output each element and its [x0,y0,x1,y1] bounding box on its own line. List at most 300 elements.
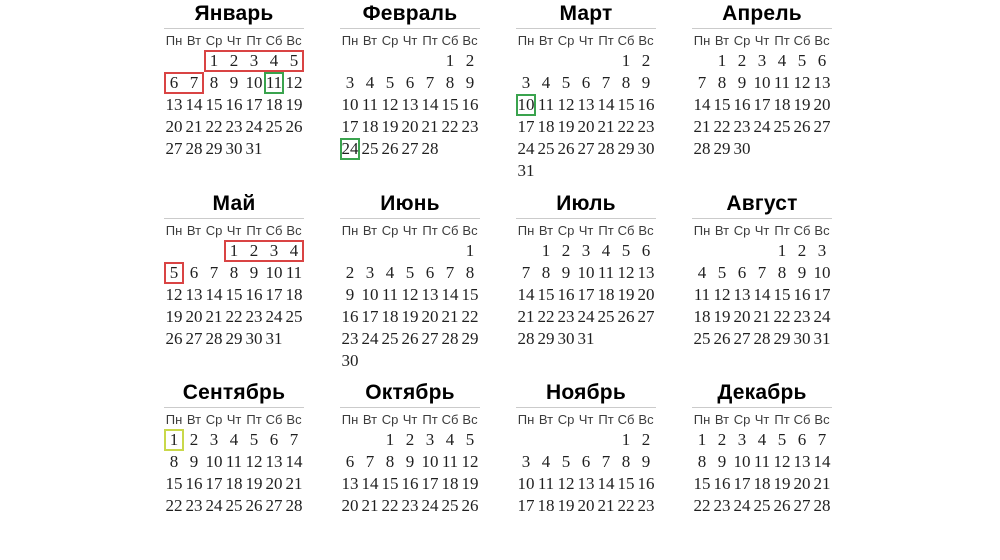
weekday-label-3: Чт [226,222,242,238]
day-cell [692,50,712,72]
week-row [164,473,304,495]
day-cell: 28 [813,496,831,515]
day-cell: 10 [361,284,379,304]
day-cell: 17 [753,95,771,114]
day-cell: 25 [597,306,615,326]
day-cell: 28 [753,328,771,348]
week-row [164,284,304,306]
day-cell: 7 [425,73,435,92]
day-cell: 11 [537,474,555,493]
day-cell: 27 [185,328,203,348]
day-cell [516,240,536,262]
day-cell [516,50,536,72]
week-row [340,473,480,495]
day-cell: 30 [225,139,243,158]
day-cell: 24 [205,496,223,515]
day-cell: 16 [341,306,359,326]
day-cell: 20 [793,474,811,493]
day-cell: 14 [285,452,303,471]
weekday-label-0: Пн [341,33,359,48]
day-cell: 13 [265,452,283,471]
day-cell: 26 [165,328,183,348]
weekday-label-0: Пн [341,222,359,238]
day-cell: 5 [561,73,571,92]
day-cell: 28 [185,139,203,158]
week-row [164,50,304,72]
day-cell: 26 [401,328,419,348]
day-cell: 19 [285,95,303,114]
day-cell: 24 [517,139,535,158]
day-cell: 12 [793,73,811,92]
week-row [516,50,656,72]
weekday-label-6: Вс [286,33,302,48]
day-cell: 21 [441,306,459,326]
week-row [164,262,304,284]
weekday-label-1: Вт [714,412,730,427]
day-cell: 17 [421,474,439,493]
day-cell: 2 [229,51,239,70]
day-cell: 15 [205,95,223,114]
day-cell: 13 [341,474,359,493]
day-cell: 21 [285,474,303,493]
day-cell: 15 [441,95,459,114]
day-cell: 3 [345,73,355,92]
weekday-label-2: Ср [205,412,223,427]
day-cell [792,138,812,160]
day-cell: 6 [345,452,355,471]
day-cell: 14 [421,95,439,114]
day-cell: 24 [265,306,283,326]
day-cell: 2 [737,51,747,70]
day-cell: 12 [713,284,731,304]
day-cell: 21 [421,117,439,136]
day-cell: 28 [421,139,439,158]
day-cell: 27 [165,139,183,158]
day-cell: 23 [637,117,655,136]
day-cell [752,138,772,160]
day-cell: 19 [557,496,575,515]
day-cell: 27 [401,139,419,158]
week-row [692,138,832,160]
day-cell: 19 [713,306,731,326]
day-cell [596,328,616,350]
day-cell: 12 [773,452,791,471]
day-cell: 18 [225,474,243,493]
day-cell: 23 [401,496,419,515]
week-row [516,429,656,451]
day-cell: 10 [421,452,439,471]
weekday-label-1: Вт [714,222,730,238]
weekday-label-1: Вт [714,33,730,48]
day-cell: 4 [697,262,707,282]
day-cell: 7 [757,262,767,282]
day-cell: 10 [813,262,831,282]
day-cell: 18 [753,474,771,493]
day-cell: 8 [229,262,239,282]
day-cell: 11 [381,284,399,304]
day-cell: 12 [245,452,263,471]
week-row [692,240,832,262]
day-cell: 17 [205,474,223,493]
weekday-label-6: Вс [286,222,302,238]
week-row [692,429,832,451]
week-row [164,429,304,451]
day-cell: 25 [285,306,303,326]
day-cell: 9 [641,452,651,471]
day-cell: 3 [209,430,219,449]
day-cell: 26 [773,496,791,515]
day-cell: 14 [753,284,771,304]
day-cell [692,240,712,262]
day-cell: 10 [517,95,535,114]
day-cell: 5 [385,73,395,92]
weekday-label-2: Ср [733,33,751,48]
day-cell: 29 [537,328,555,348]
day-cell: 11 [753,452,771,471]
day-cell: 11 [597,262,615,282]
month-april [692,2,832,181]
day-cell: 3 [521,73,531,92]
day-cell: 29 [205,139,223,158]
week-row [340,116,480,138]
day-cell: 17 [577,284,595,304]
day-cell: 20 [637,284,655,304]
weekday-label-5: Сб [265,33,283,48]
day-cell: 23 [637,496,655,515]
weekday-label-2: Ср [557,33,575,48]
day-cell [440,240,460,262]
day-cell: 4 [601,240,611,260]
weekday-label-2: Ср [557,222,575,238]
week-row [516,262,656,284]
week-row [164,94,304,116]
week-row [164,328,304,350]
weekday-label-1: Вт [362,33,378,48]
day-cell: 4 [445,430,455,449]
week-row [516,160,656,182]
day-cell [752,240,772,262]
day-cell: 9 [345,284,355,304]
day-cell: 9 [641,73,651,92]
day-cell: 5 [249,430,259,449]
day-cell: 13 [637,262,655,282]
day-cell: 23 [185,496,203,515]
weekday-label-3: Чт [578,412,594,427]
week-row [516,328,656,350]
day-cell [460,138,480,160]
day-cell [340,240,360,262]
day-cell: 4 [289,240,299,260]
week-row [340,495,480,517]
day-cell [812,138,832,160]
day-cell: 2 [641,430,651,449]
day-cell: 10 [245,73,263,92]
weekday-label-5: Сб [441,412,459,427]
month-title: Март [516,2,656,29]
day-cell: 4 [777,51,787,70]
day-cell: 21 [361,496,379,515]
day-cell: 5 [561,452,571,471]
day-cell: 15 [381,474,399,493]
day-cell [596,429,616,451]
month-title: Июнь [340,192,480,219]
weekday-label-1: Вт [538,222,554,238]
weekday-label-5: Сб [793,33,811,48]
weekday-label-4: Пт [422,412,438,427]
day-cell [184,240,204,262]
weekday-label-6: Вс [462,33,478,48]
day-cell [576,429,596,451]
day-cell: 5 [797,51,807,70]
week-row [516,116,656,138]
week-row [692,451,832,473]
day-cell [732,240,752,262]
day-cell: 18 [537,496,555,515]
day-cell: 31 [577,328,595,348]
week-row [692,284,832,306]
day-cell: 15 [617,95,635,114]
day-cell: 25 [441,496,459,515]
day-cell: 22 [205,117,223,136]
day-cell: 9 [465,73,475,92]
day-cell: 23 [557,306,575,326]
day-cell: 12 [381,95,399,114]
week-row [692,306,832,328]
month-june [340,192,480,371]
day-cell [284,328,304,350]
month-title: Июль [516,192,656,219]
day-cell [440,138,460,160]
day-cell: 22 [617,496,635,515]
week-row [340,240,480,262]
weekday-label-5: Сб [441,33,459,48]
weekday-header-row [516,32,656,50]
day-cell [712,240,732,262]
weekday-label-5: Сб [441,222,459,238]
day-cell: 30 [733,139,751,158]
day-cell: 27 [637,306,655,326]
weekday-label-6: Вс [814,33,830,48]
day-cell: 15 [617,474,635,493]
day-cell [184,50,204,72]
day-cell: 20 [185,306,203,326]
day-cell: 7 [697,73,707,92]
day-cell: 6 [169,73,179,92]
year-calendar [164,2,832,560]
weekday-label-2: Ср [381,222,399,238]
day-cell: 16 [225,95,243,114]
day-cell: 19 [557,117,575,136]
day-cell [440,350,460,372]
month-march [516,2,656,181]
weekday-label-3: Чт [578,33,594,48]
day-cell: 19 [773,474,791,493]
weekday-header-row [340,411,480,429]
week-row [340,284,480,306]
day-cell [264,138,284,160]
day-cell: 17 [245,95,263,114]
week-row [164,495,304,517]
week-row [340,262,480,284]
day-cell: 10 [205,452,223,471]
day-cell: 26 [285,117,303,136]
weekday-header-row [164,222,304,240]
day-cell [400,240,420,262]
weekday-label-4: Пт [246,33,262,48]
day-cell: 1 [229,240,239,260]
day-cell: 8 [465,262,475,282]
day-cell: 2 [405,430,415,449]
day-cell: 29 [773,328,791,348]
weekday-label-5: Сб [265,222,283,238]
day-cell: 13 [793,452,811,471]
day-cell: 9 [405,452,415,471]
day-cell: 5 [169,262,179,282]
weekday-label-5: Сб [617,222,635,238]
day-cell: 15 [461,284,479,304]
month-title: Август [692,192,832,219]
week-row [692,116,832,138]
day-cell: 24 [361,328,379,348]
day-cell [536,50,556,72]
weekday-label-4: Пт [774,222,790,238]
day-cell: 8 [445,73,455,92]
weekday-label-5: Сб [793,222,811,238]
day-cell: 5 [621,240,631,260]
day-cell: 13 [165,95,183,114]
weekday-label-1: Вт [362,412,378,427]
day-cell: 1 [385,430,395,449]
month-october [340,381,480,560]
day-cell: 3 [817,240,827,260]
week-row [516,473,656,495]
day-cell [360,350,380,372]
month-title: Май [164,192,304,219]
day-cell: 24 [421,496,439,515]
day-cell [380,350,400,372]
day-cell: 19 [381,117,399,136]
weekday-label-1: Вт [362,222,378,238]
month-title: Апрель [692,2,832,29]
day-cell [380,240,400,262]
week-row [340,94,480,116]
day-cell: 11 [773,73,791,92]
day-cell: 14 [517,284,535,304]
day-cell: 8 [209,73,219,92]
day-cell [360,240,380,262]
weekday-header-row [340,32,480,50]
day-cell: 8 [717,73,727,92]
day-cell: 11 [537,95,555,114]
day-cell: 22 [713,117,731,136]
day-cell: 27 [577,139,595,158]
day-cell: 28 [597,139,615,158]
day-cell [420,240,440,262]
day-cell: 26 [713,328,731,348]
day-cell [556,429,576,451]
day-cell: 22 [381,496,399,515]
day-cell: 27 [421,328,439,348]
day-cell [576,160,596,182]
weekday-label-1: Вт [186,33,202,48]
day-cell: 4 [385,262,395,282]
week-row [340,328,480,350]
day-cell: 22 [225,306,243,326]
day-cell: 10 [733,452,751,471]
day-cell: 25 [537,139,555,158]
day-cell: 25 [225,496,243,515]
day-cell: 4 [757,430,767,449]
day-cell: 18 [265,95,283,114]
weekday-label-1: Вт [538,412,554,427]
day-cell: 31 [265,328,283,348]
week-row [516,306,656,328]
weekday-label-5: Сб [617,412,635,427]
week-row [692,94,832,116]
day-cell: 3 [365,262,375,282]
day-cell: 16 [245,284,263,304]
day-cell: 12 [557,474,575,493]
weekday-label-3: Чт [754,412,770,427]
day-cell: 20 [813,95,831,114]
week-row [340,50,480,72]
day-cell: 26 [245,496,263,515]
day-cell [420,350,440,372]
day-cell: 31 [245,139,263,158]
weekday-label-6: Вс [462,412,478,427]
day-cell: 18 [361,117,379,136]
weekday-label-5: Сб [617,33,635,48]
day-cell: 15 [713,95,731,114]
day-cell: 25 [773,117,791,136]
week-row [516,495,656,517]
day-cell: 20 [577,117,595,136]
day-cell [400,50,420,72]
week-row [340,429,480,451]
day-cell: 16 [461,95,479,114]
day-cell: 22 [165,496,183,515]
day-cell: 1 [717,51,727,70]
weekday-label-2: Ср [381,412,399,427]
day-cell: 27 [813,117,831,136]
day-cell: 11 [441,452,459,471]
day-cell: 6 [425,262,435,282]
day-cell: 11 [693,284,711,304]
day-cell [556,50,576,72]
day-cell: 14 [597,474,615,493]
day-cell: 27 [793,496,811,515]
day-cell: 13 [577,474,595,493]
day-cell: 3 [737,430,747,449]
day-cell: 19 [165,306,183,326]
day-cell: 7 [365,452,375,471]
day-cell: 18 [381,306,399,326]
day-cell: 21 [205,306,223,326]
day-cell: 29 [713,139,731,158]
weekday-label-0: Пн [341,412,359,427]
day-cell [616,160,636,182]
day-cell: 21 [597,117,615,136]
day-cell: 21 [185,117,203,136]
day-cell: 29 [617,139,635,158]
weekday-label-2: Ср [205,222,223,238]
weekday-label-5: Сб [793,412,811,427]
day-cell: 1 [465,240,475,260]
weekday-label-2: Ср [381,33,399,48]
week-row [692,328,832,350]
day-cell: 2 [189,430,199,449]
day-cell: 14 [361,474,379,493]
